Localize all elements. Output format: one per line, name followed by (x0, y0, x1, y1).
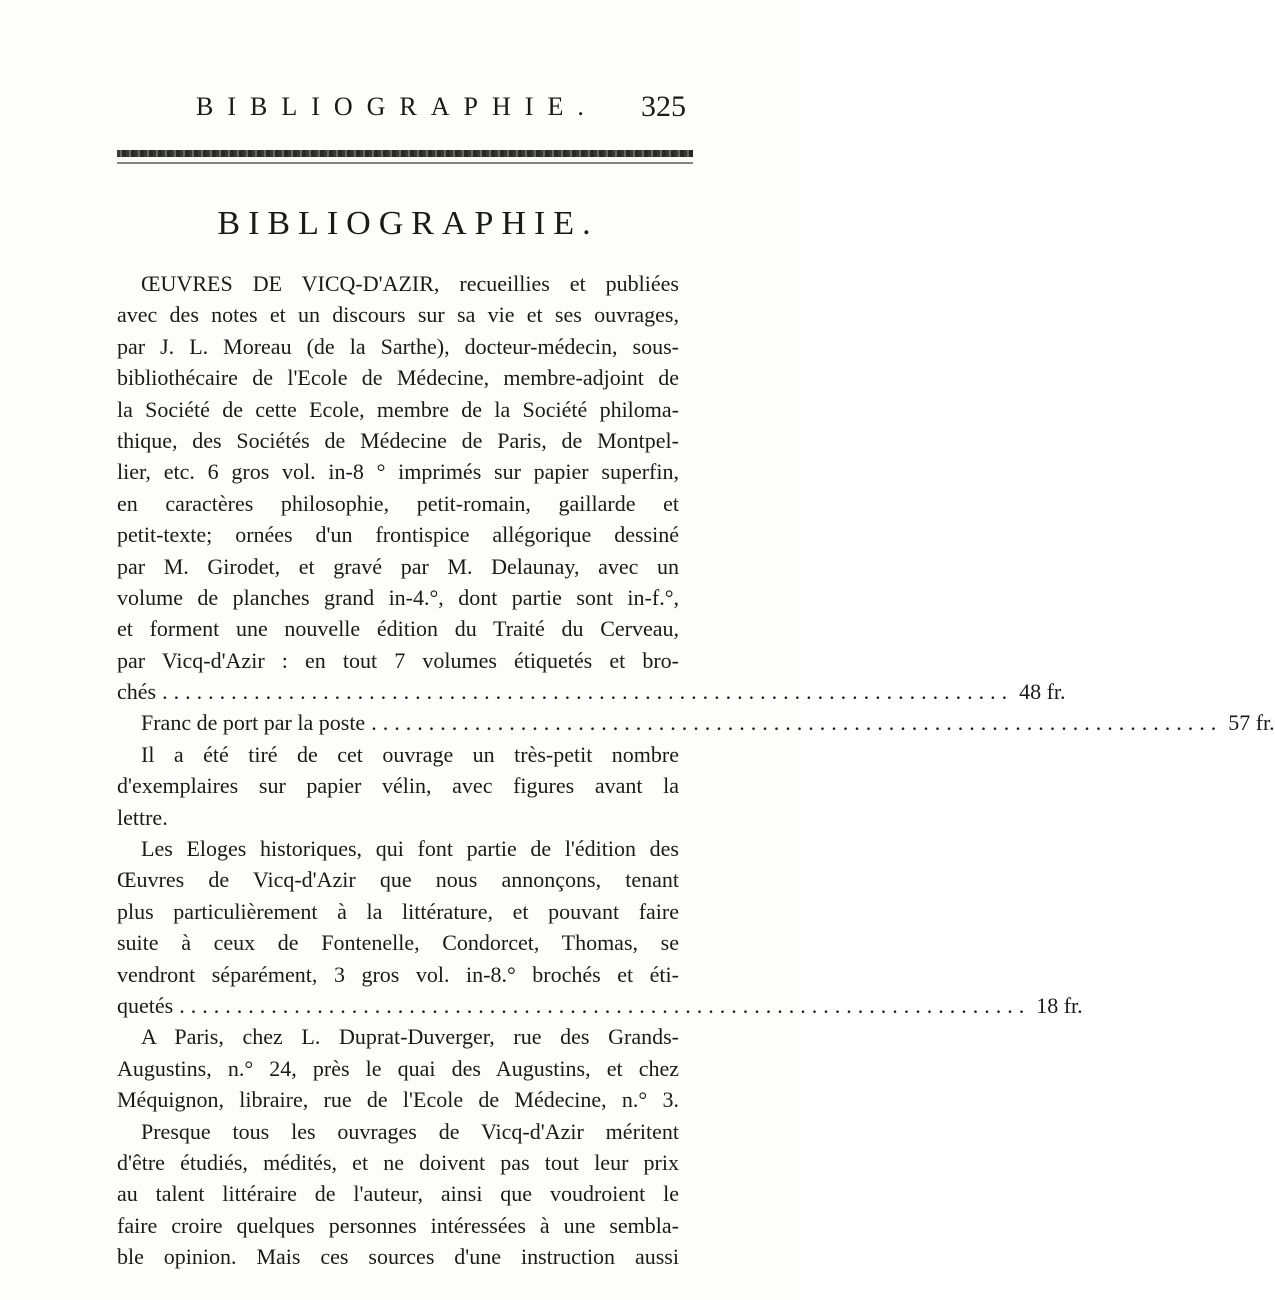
price-line-label: quetés (117, 992, 174, 1018)
text-line: d'être étudiés, médités, et ne doivent pas tout leur prix (117, 1149, 679, 1175)
text-line: Augustins, n.° 24, près le quai des Augustins, et chez (117, 1055, 679, 1081)
text-line: plus particulièrement à la littérature, et pouvant faire (117, 898, 679, 924)
text-line: en caractères philosophie, petit-romain, gaillarde et (117, 490, 679, 516)
price-line (117, 707, 1275, 738)
text-line: Il a été tiré de cet ouvrage un très-petit nombre (141, 741, 679, 767)
header-rule-thin (117, 162, 693, 164)
text-line: petit-texte; ornées d'un frontispice allégorique dessiné (117, 522, 679, 548)
price-line (117, 676, 1066, 707)
text-line: bibliothécaire de l'Ecole de Médecine, membre-adjoint de (117, 365, 679, 391)
text-line: ble opinion. Mais ces sources d'une instruction aussi (117, 1244, 679, 1270)
text-line: ŒUVRES DE VICQ-D'AZIR, recueillies et publiées (141, 271, 679, 296)
price-line-label: chés (117, 679, 157, 705)
price-amount: 18 fr. (1036, 992, 1083, 1018)
dot-leader: .......................................................................... (371, 710, 1223, 736)
text-line: lier, etc. 6 gros vol. in-8 ° imprimés sur papier superfin, (117, 459, 679, 485)
text-line: par J. L. Moreau (de la Sarthe), docteur-médecin, sous- (117, 333, 679, 359)
running-title: BIBLIOGRAPHIE. (196, 92, 598, 121)
section-title: BIBLIOGRAPHIE. (217, 205, 599, 242)
text-line: Presque tous les ouvrages de Vicq-d'Azir méritent (141, 1118, 679, 1144)
text-line: thique, des Sociétés de Médecine de Paris, de Montpel- (117, 427, 679, 453)
text-line: lettre. (117, 804, 168, 830)
text-line: volume de planches grand in-4.°, dont partie sont in-f.°, (117, 584, 679, 610)
dot-leader: .......................................................................... (179, 992, 1031, 1018)
text-line: suite à ceux de Fontenelle, Condorcet, Thomas, se (117, 930, 679, 956)
price-amount: 48 fr. (1019, 679, 1066, 705)
text-line: par Vicq-d'Azir : en tout 7 volumes étiquetés et bro- (117, 647, 679, 673)
text-line: d'exemplaires sur papier vélin, avec figures avant la (117, 773, 679, 799)
price-line-label: Franc de port par la poste (141, 710, 366, 736)
price-amount: 57 fr. (1228, 710, 1275, 736)
price-line (117, 990, 1083, 1021)
body-text (117, 268, 1275, 1273)
text-line: Méquignon, libraire, rue de l'Ecole de Médecine, n.° 3. (117, 1087, 679, 1113)
running-head (196, 92, 686, 132)
text-line: faire croire quelques personnes intéressées à une sembla- (117, 1212, 679, 1238)
text-line: la Société de cette Ecole, membre de la Société philoma- (117, 396, 679, 422)
header-rule (117, 150, 693, 157)
text-line: avec des notes et un discours sur sa vie et ses ouvrages, (117, 302, 679, 328)
text-line: au talent littéraire de l'auteur, ainsi que voudroient le (117, 1181, 679, 1207)
text-line: vendront séparément, 3 gros vol. in-8.° brochés et éti- (117, 961, 679, 987)
text-line: par M. Girodet, et gravé par M. Delaunay, avec un (117, 553, 679, 579)
text-line: et forment une nouvelle édition du Traité du Cerveau, (117, 616, 679, 642)
page-number: 325 (641, 90, 686, 123)
text-line: A Paris, chez L. Duprat-Duverger, rue des Grands- (141, 1024, 679, 1050)
text-line: Œuvres de Vicq-d'Azir que nous annonçons, tenant (117, 867, 679, 893)
dot-leader: .......................................................................... (162, 679, 1014, 705)
text-line: Les Eloges historiques, qui font partie de l'édition des (141, 836, 679, 862)
